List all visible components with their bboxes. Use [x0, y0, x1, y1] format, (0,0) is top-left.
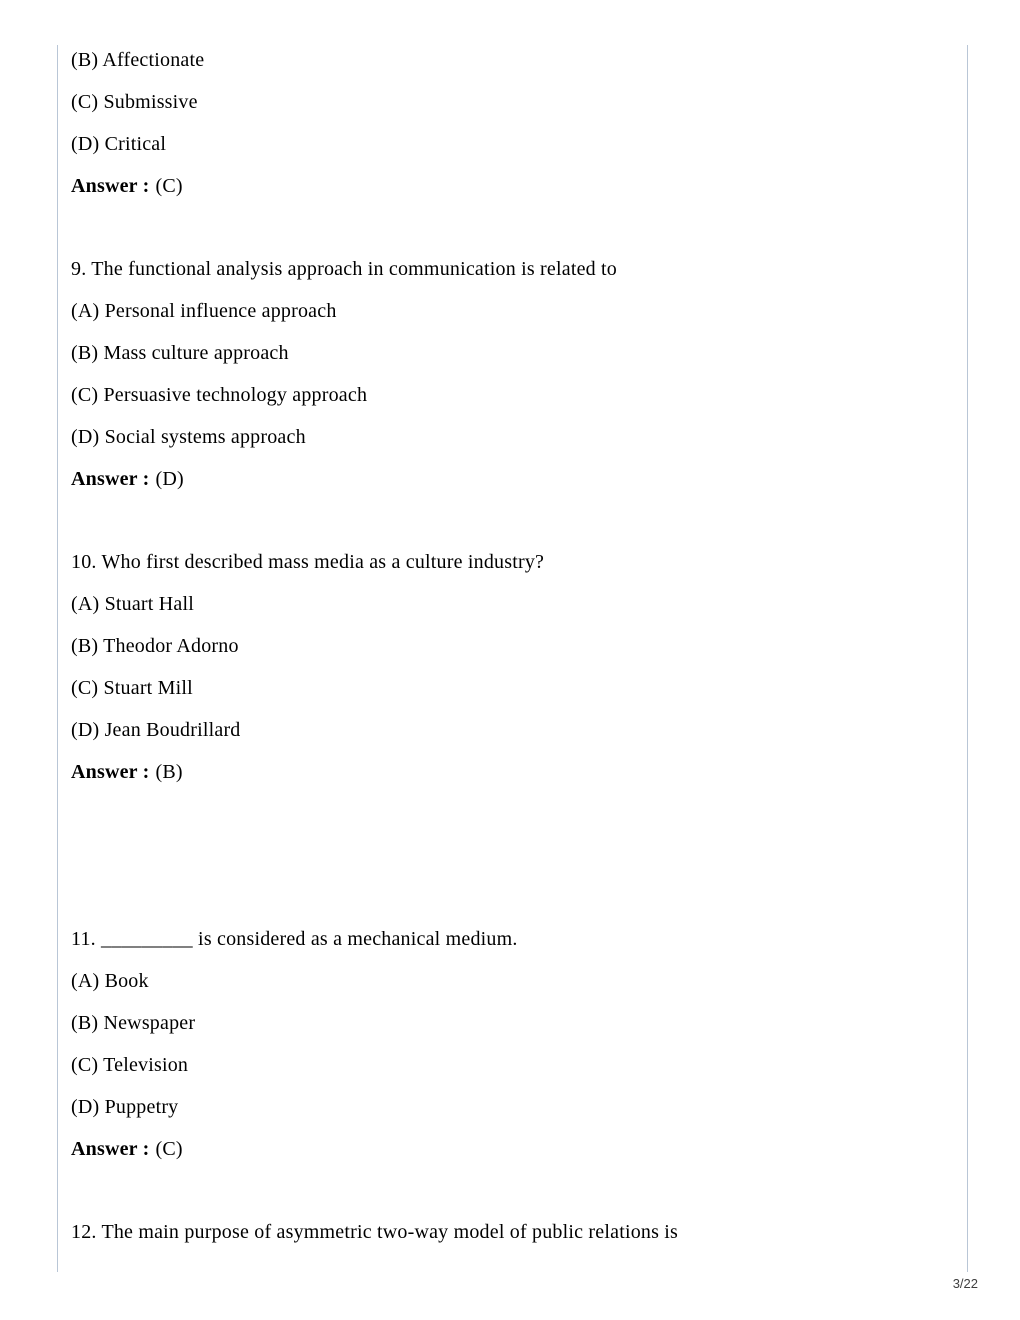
answer-value: (B)	[155, 761, 183, 783]
answer-label: Answer :	[71, 761, 150, 783]
page-number: 3/22	[952, 1276, 978, 1291]
option-c: (C) Television	[71, 1054, 189, 1076]
option-b: (B) Affectionate	[71, 49, 205, 71]
page-content	[58, 39, 967, 1253]
question-text: 12. The main purpose of asymmetric two-way model of public relations is	[71, 1221, 679, 1243]
document-page	[57, 45, 968, 1272]
option-c: (C) Persuasive technology approach	[71, 384, 368, 406]
option-d: (D) Jean Boudrillard	[71, 719, 241, 741]
question-block-11	[71, 918, 947, 1170]
option-b: (B) Theodor Adorno	[71, 635, 239, 657]
question-text: 11. _________ is considered as a mechanical medium.	[71, 928, 518, 950]
answer-line	[71, 1128, 947, 1170]
option-c: (C) Submissive	[71, 91, 198, 113]
answer-label: Answer :	[71, 468, 150, 490]
answer-line	[71, 751, 947, 793]
option-a: (A) Personal influence approach	[71, 300, 337, 322]
answer-line	[71, 458, 947, 500]
option-d: (D) Puppetry	[71, 1096, 179, 1118]
answer-label: Answer :	[71, 1138, 150, 1160]
answer-value: (C)	[155, 1138, 183, 1160]
question-text: 10. Who first described mass media as a culture industry?	[71, 551, 545, 573]
option-b: (B) Mass culture approach	[71, 342, 289, 364]
question-text: 9. The functional analysis approach in communication is related to	[71, 258, 618, 280]
question-block-10	[71, 541, 947, 793]
answer-value: (D)	[155, 468, 184, 490]
option-d: (D) Critical	[71, 133, 167, 155]
option-d: (D) Social systems approach	[71, 426, 306, 448]
question-block-12	[71, 1211, 947, 1253]
option-a: (A) Book	[71, 970, 149, 992]
option-c: (C) Stuart Mill	[71, 677, 193, 699]
answer-value: (C)	[155, 175, 183, 197]
option-b: (B) Newspaper	[71, 1012, 196, 1034]
answer-label: Answer :	[71, 175, 150, 197]
answer-line	[71, 165, 947, 207]
option-a: (A) Stuart Hall	[71, 593, 194, 615]
question-block-9	[71, 248, 947, 500]
question-block-partial	[71, 39, 947, 207]
